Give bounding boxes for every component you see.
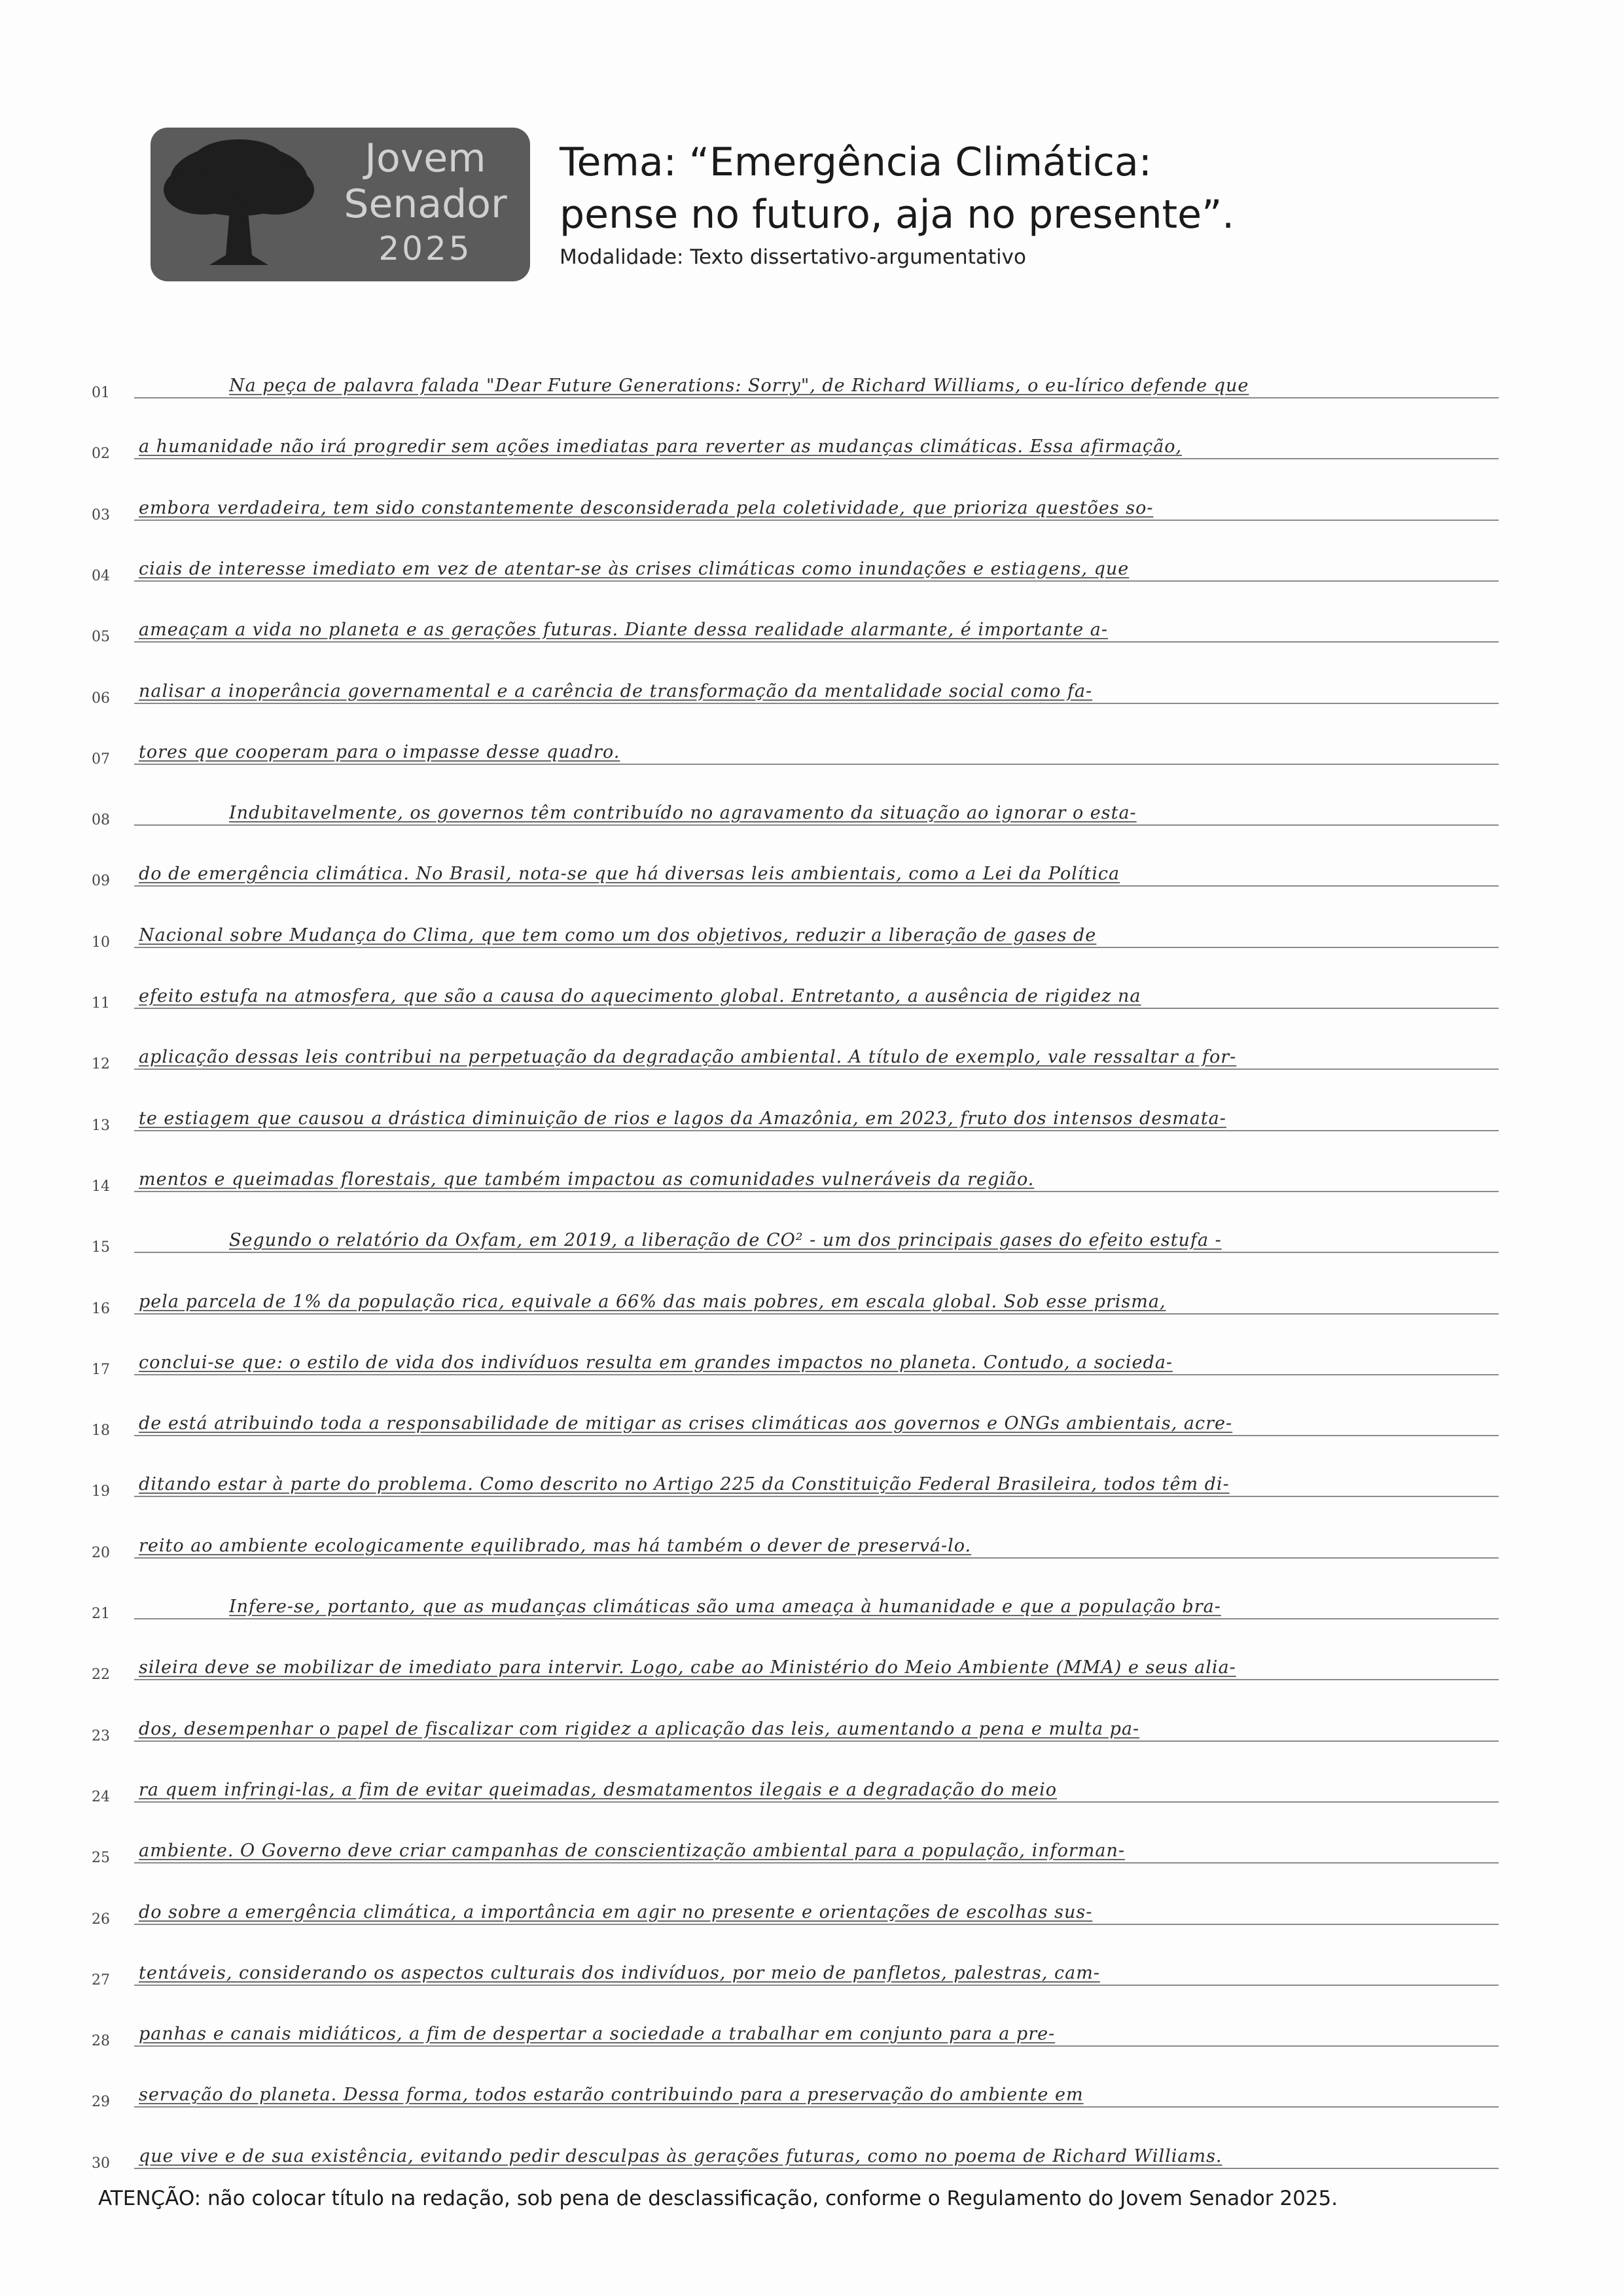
line-number: 19: [92, 1483, 110, 1500]
ruled-line: [134, 1618, 1499, 1619]
ruled-line: [134, 947, 1499, 948]
handwritten-text: mentos e queimadas florestais, que também impactou as comunidades vulneráveis da região.: [139, 1169, 1035, 1190]
handwritten-text: do sobre a emergência climática, a importância em agir no presente e orientações de escolhas sus-: [139, 1901, 1093, 1922]
ruled-line: [134, 1069, 1499, 1070]
handwritten-text: panhas e canais midiáticos, a fim de despertar a sociedade a trabalhar em conjunto para a pre-: [139, 2024, 1056, 2045]
handwritten-text: nalisar a inoperância governamental e a carência de transformação da mentalidade social como fa-: [139, 680, 1093, 701]
line-number: 16: [92, 1300, 110, 1317]
handwritten-text: embora verdadeira, tem sido constantemente desconsiderada pela coletividade, que prioriza questões so-: [139, 497, 1154, 518]
essay-line: [92, 2066, 1499, 2111]
handwritten-text: a humanidade não irá progredir sem ações imediatas para reverter as mudanças climáticas. Essa afirmação,: [139, 436, 1183, 457]
handwritten-text: dos, desempenhar o papel de fiscalizar com rigidez a aplicação das leis, aumentando a pena e multa pa-: [139, 1718, 1140, 1739]
line-number: 11: [92, 995, 110, 1012]
line-number: 12: [92, 1056, 110, 1073]
ruled-line: [134, 1191, 1499, 1192]
essay-line: [92, 1394, 1499, 1440]
handwritten-text: ditando estar à parte do problema. Como descrito no Artigo 225 da Constituição Federal Brasileira, todos têm di-: [139, 1474, 1230, 1495]
line-number: 04: [92, 567, 110, 584]
ruled-line: [134, 641, 1499, 643]
line-number: 01: [92, 385, 110, 401]
ruled-line: [134, 1557, 1499, 1559]
line-number: 15: [92, 1239, 110, 1256]
ruled-line: [134, 1374, 1499, 1375]
essay-line: [92, 417, 1499, 463]
essay-line: [92, 845, 1499, 891]
handwritten-text: sileira deve se mobilizar de imediato para intervir. Logo, cabe ao Ministério do Meio Ambiente (MMA) e seus alia-: [139, 1657, 1236, 1678]
essay-line: [92, 1273, 1499, 1318]
handwritten-text: do de emergência climática. No Brasil, nota-se que há diversas leis ambientais, como a Lei da Política: [139, 864, 1120, 885]
handwritten-text: ambiente. O Governo deve criar campanhas de conscientização ambiental para a população, informan-: [139, 1841, 1125, 1862]
ruled-line: [134, 580, 1499, 582]
handwritten-text: ra quem infringi-las, a fim de evitar queimadas, desmatamentos ilegais e a degradação do meio: [139, 1779, 1058, 1800]
handwritten-text: tores que cooperam para o impasse desse quadro.: [139, 741, 620, 762]
handwritten-text: reito ao ambiente ecologicamente equilibrado, mas há também o dever de preservá-lo.: [139, 1535, 972, 1556]
logo-line-1: Jovem: [365, 135, 486, 181]
line-number: 23: [92, 1727, 110, 1744]
modalidade-label: Modalidade: Texto dissertativo-argumentativo: [560, 245, 1026, 269]
handwritten-text: Infere-se, portanto, que as mudanças climáticas são uma ameaça à humanidade e que a população bra-: [229, 1597, 1221, 1617]
handwritten-text: conclui-se que: o estilo de vida dos indivíduos resulta em grandes impactos no planeta. Contudo, a socieda-: [139, 1352, 1173, 1373]
logo-text: [327, 135, 524, 270]
essay-line: [92, 357, 1499, 402]
essay-line: [92, 1455, 1499, 1501]
handwritten-text: efeito estufa na atmosfera, que são a causa do aquecimento global. Entretanto, a ausência de rigidez na: [139, 986, 1141, 1006]
essay-line: [92, 1761, 1499, 1807]
essay-line: [92, 967, 1499, 1013]
handwritten-text: ciais de interesse imediato em vez de atentar-se às crises climáticas como inundações e estiagens, que: [139, 558, 1130, 579]
handwritten-text: de está atribuindo toda a responsabilidade de mitigar as crises climáticas aos governos e ONGs ambientais, acre-: [139, 1413, 1233, 1434]
ruled-line: [134, 1130, 1499, 1131]
essay-line: [92, 784, 1499, 830]
line-number: 07: [92, 751, 110, 768]
handwritten-text: que vive e de sua existência, evitando pedir desculpas às gerações futuras, como no poema de Richard Williams.: [139, 2146, 1222, 2166]
ruled-line: [134, 458, 1499, 459]
essay-line: [92, 1211, 1499, 1257]
handwritten-text: servação do planeta. Dessa forma, todos estarão contribuindo para a preservação do ambiente em: [139, 2085, 1084, 2106]
handwritten-text: Segundo o relatório da Oxfam, em 2019, a liberação de CO² - um dos principais gases do efeito estufa -: [229, 1230, 1222, 1251]
handwritten-text: ameaçam a vida no planeta e as gerações futuras. Diante dessa realidade alarmante, é importante a-: [139, 620, 1108, 641]
ruled-line: [134, 824, 1499, 826]
essay-line: [92, 479, 1499, 525]
ruled-line: [134, 397, 1499, 398]
handwritten-text: aplicação dessas leis contribui na perpetuação da degradação ambiental. A título de exemplo, vale ressaltar a for-: [139, 1047, 1237, 1068]
line-number: 20: [92, 1544, 110, 1561]
line-number: 25: [92, 1850, 110, 1867]
attention-notice: ATENÇÃO: não colocar título na redação, sob pena de desclassificação, conforme o Regulamento do Jovem Senador 2025.: [98, 2187, 1338, 2210]
ruled-line: [134, 1496, 1499, 1497]
essay-line: [92, 1028, 1499, 1074]
line-number: 22: [92, 1667, 110, 1684]
essay-line: [92, 2127, 1499, 2173]
essay-line: [92, 662, 1499, 708]
tree-icon: [157, 134, 321, 275]
handwritten-text: te estiagem que causou a drástica diminuição de rios e lagos da Amazônia, em 2023, fruto dos intensos desmata-: [139, 1108, 1226, 1129]
essay-line: [92, 1089, 1499, 1135]
line-number: 05: [92, 629, 110, 646]
essay-line: [92, 723, 1499, 769]
ruled-line: [134, 1740, 1499, 1742]
line-number: 06: [92, 690, 110, 707]
essay-line: [92, 1517, 1499, 1563]
handwritten-text: Indubitavelmente, os governos têm contribuído no agravamento da situação ao ignorar o esta-: [229, 803, 1137, 824]
line-number: 21: [92, 1606, 110, 1622]
essay-line: [92, 1578, 1499, 1623]
line-number: 30: [92, 2155, 110, 2172]
ruled-line: [134, 2168, 1499, 2169]
essay-line: [92, 601, 1499, 646]
line-number: 18: [92, 1422, 110, 1439]
logo-line-2: Senador: [344, 181, 507, 227]
essay-line: [92, 906, 1499, 952]
ruled-line: [134, 1801, 1499, 1803]
handwritten-text: tentáveis, considerando os aspectos culturais dos indivíduos, por meio de panfletos, palestras, cam-: [139, 1962, 1100, 1983]
ruled-line: [134, 885, 1499, 887]
line-number: 10: [92, 934, 110, 951]
essay-line: [92, 1700, 1499, 1746]
handwritten-text: Nacional sobre Mudança do Clima, que tem como um dos objetivos, reduzir a liberação de gases de: [139, 925, 1097, 945]
essay-line: [92, 1333, 1499, 1379]
ruled-line: [134, 1008, 1499, 1009]
ruled-line: [134, 2106, 1499, 2108]
logo-line-3: 2025: [378, 230, 473, 268]
line-number: 03: [92, 506, 110, 523]
line-number: 29: [92, 2094, 110, 2111]
essay-line: [92, 1150, 1499, 1196]
ruled-line: [134, 1252, 1499, 1253]
line-number: 08: [92, 812, 110, 829]
ruled-line: [134, 1924, 1499, 1925]
essay-line: [92, 2005, 1499, 2051]
line-number: 28: [92, 2033, 110, 2050]
handwritten-text: Na peça de palavra falada "Dear Future Generations: Sorry", de Richard Williams, o eu-lírico defende que: [229, 376, 1249, 396]
ruled-line: [134, 1313, 1499, 1315]
line-number: 09: [92, 873, 110, 890]
ruled-line: [134, 1435, 1499, 1436]
essay-line: [92, 1944, 1499, 1990]
ruled-line: [134, 1679, 1499, 1680]
essay-line: [92, 1638, 1499, 1684]
essay-line: [92, 540, 1499, 586]
essay-line: [92, 1883, 1499, 1929]
line-number: 27: [92, 1971, 110, 1988]
theme-title: [560, 136, 1541, 241]
ruled-line: [134, 764, 1499, 765]
line-number: 13: [92, 1117, 110, 1134]
jovem-senador-logo: [151, 128, 530, 281]
theme-title-line-1: Tema: “Emergência Climática:: [560, 139, 1152, 185]
ruled-line: [134, 703, 1499, 704]
line-number: 26: [92, 1911, 110, 1928]
essay-line: [92, 1822, 1499, 1867]
handwritten-text: pela parcela de 1% da população rica, equivale a 66% das mais pobres, em escala global. Sob esse prisma,: [139, 1291, 1166, 1312]
line-number: 14: [92, 1178, 110, 1195]
line-number: 24: [92, 1788, 110, 1805]
theme-title-line-2: pense no futuro, aja no presente”.: [560, 192, 1235, 238]
ruled-line: [134, 1862, 1499, 1863]
ruled-line: [134, 2045, 1499, 2047]
ruled-line: [134, 1985, 1499, 1986]
line-number: 02: [92, 446, 110, 463]
ruled-line: [134, 520, 1499, 521]
line-number: 17: [92, 1361, 110, 1378]
